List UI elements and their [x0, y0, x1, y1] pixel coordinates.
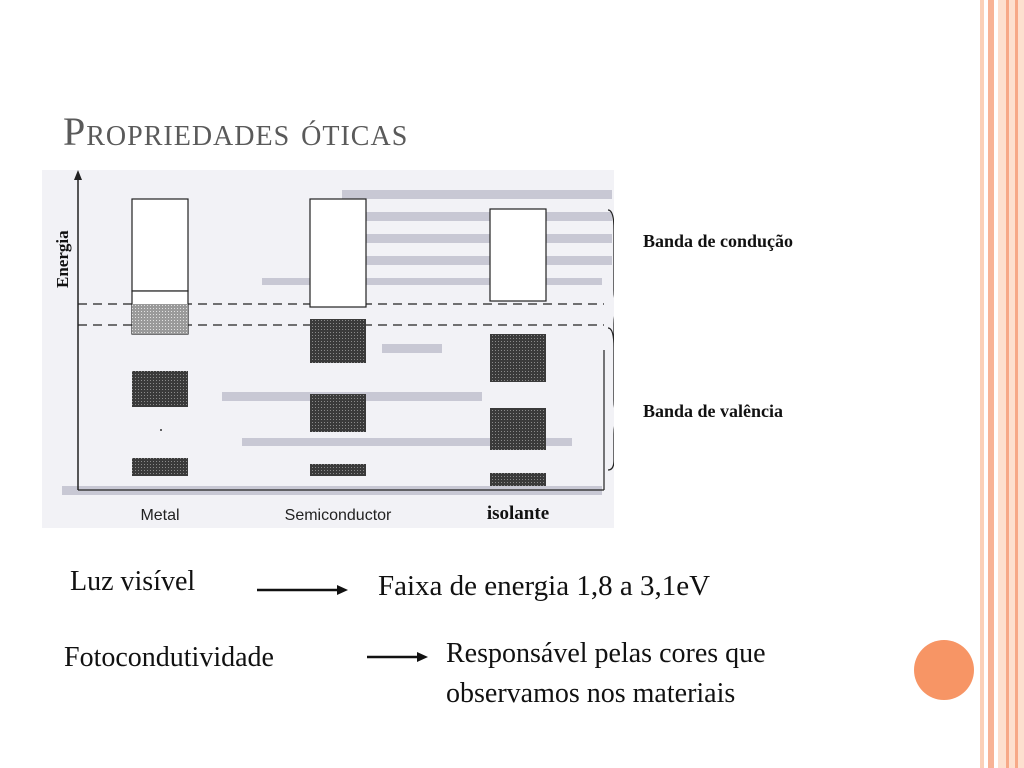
- semiconductor-valence-band: [310, 319, 366, 363]
- axis-arrowhead: [74, 170, 82, 180]
- slide-title: Propriedades óticas: [63, 109, 409, 154]
- valence-band-label: Banda de valência: [643, 401, 784, 421]
- metal-partial-fill: [132, 304, 188, 334]
- semiconductor-filled-band: [310, 394, 366, 432]
- responsavel-line-1: Responsável pelas cores que: [446, 638, 766, 669]
- isolante-valence-band: [490, 334, 546, 382]
- band-diagram: [42, 170, 614, 528]
- arrow-right-icon: [365, 650, 429, 664]
- energy-range-text: Faixa de energia 1,8 a 3,1eV: [378, 570, 711, 602]
- decor-stripe: [1015, 0, 1018, 768]
- decor-stripe: [988, 0, 994, 768]
- decor-stripe: [998, 0, 1024, 768]
- metal-empty-band: [132, 199, 188, 291]
- semiconductor-conduction-band: [310, 199, 366, 307]
- responsavel-text: [446, 634, 906, 714]
- responsavel-line-2: observamos nos materiais: [446, 678, 736, 709]
- semiconductor-low-band: [310, 464, 366, 476]
- category-label-semiconductor: Semiconductor: [284, 507, 392, 524]
- metal-filled-band: [132, 371, 188, 407]
- metal-low-band: [132, 458, 188, 476]
- decor-stripe: [1006, 0, 1009, 768]
- fotocondutividade-text: Fotocondutividade: [64, 642, 274, 673]
- luz-visivel-text: Luz visível: [70, 566, 196, 597]
- arrow-right-icon: [255, 583, 349, 597]
- isolante-filled-band: [490, 408, 546, 450]
- category-label-isolante: isolante: [486, 503, 550, 524]
- band-diagram-svg: [42, 170, 614, 528]
- isolante-low-band: [490, 473, 546, 486]
- valence-brace: [608, 328, 614, 470]
- isolante-conduction-band: [490, 209, 546, 301]
- decor-circle: [914, 640, 974, 700]
- decor-stripe: [980, 0, 984, 768]
- conduction-band-label: Banda de condução: [643, 231, 794, 251]
- category-label-metal: Metal: [140, 507, 180, 524]
- speck: [160, 429, 162, 431]
- conduction-brace: [608, 210, 614, 340]
- energy-axis-label: Energia: [53, 230, 72, 288]
